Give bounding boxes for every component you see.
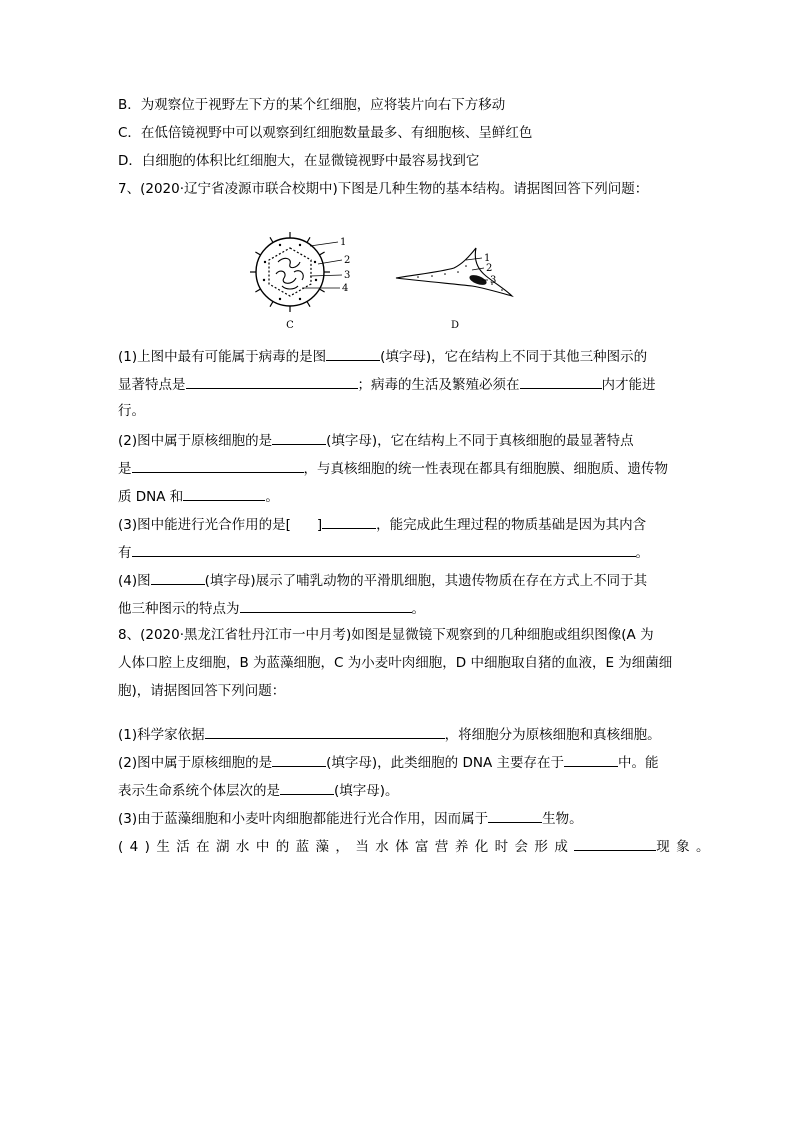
answer-blank[interactable] <box>132 458 304 473</box>
figure-c-label-2: 2 <box>344 255 351 266</box>
q8-stem-line2: 人体口腔上皮细胞，B 为蓝藻细胞，C 为小麦叶肉细胞，D 中细胞取自猪的血液，E 为细菌细 <box>118 655 673 671</box>
q7-figure <box>240 228 540 338</box>
answer-blank[interactable] <box>326 346 380 361</box>
answer-blank[interactable] <box>272 752 326 767</box>
answer-blank[interactable] <box>132 542 636 557</box>
answer-blank[interactable] <box>574 836 656 851</box>
answer-blank[interactable] <box>520 374 602 389</box>
q7-stem: 7、(2020·辽宁省凌源市联合校期中)下图是几种生物的基本结构。请据图回答下列问题： <box>118 181 649 197</box>
q6-option-c: C．在低倍镜视野中可以观察到红细胞数量最多、有细胞核、呈鲜红色 <box>118 125 533 141</box>
figure-c-label-4: 4 <box>342 283 349 294</box>
q8-part4: (4)生活在湖水中的蓝藻，当水体富营养化时会形成 现象。 <box>118 836 716 856</box>
cell-diagram-figure <box>240 228 540 338</box>
answer-blank[interactable] <box>488 808 542 823</box>
q7-part1-line1: (1)上图中最有可能属于病毒的是图 (填字母)，它在结构上不同于其他三种图示的 <box>118 346 647 366</box>
q6-option-b: B．为观察位于视野左下方的某个红细胞，应将装片向右下方移动 <box>118 97 506 113</box>
q7-part3-line2: 有 。 <box>118 542 649 562</box>
answer-blank[interactable] <box>280 780 334 795</box>
q8-part2-line2: 表示生命系统个体层次的是 (填字母)。 <box>118 780 399 800</box>
answer-blank[interactable] <box>322 514 376 529</box>
q8-part2-line1: (2)图中属于原核细胞的是 (填字母)，此类细胞的 DNA 主要存在于 中。能 <box>118 752 658 772</box>
answer-blank[interactable] <box>151 570 205 585</box>
q7-part1-line3: 行。 <box>118 403 145 419</box>
q7-part2-line3: 质 DNA 和 。 <box>118 486 279 506</box>
q7-part2-line1: (2)图中属于原核细胞的是 (填字母)，它在结构上不同于真核细胞的最显著特点 <box>118 430 634 450</box>
figure-d-drawing <box>396 248 512 296</box>
figure-c-drawing <box>250 232 342 312</box>
q8-part3: (3)由于蓝藻细胞和小麦叶肉细胞都能进行光合作用，因而属于 生物。 <box>118 808 583 828</box>
q7-part3-line1: (3)图中能进行光合作用的是[ ] ，能完成此生理过程的物质基础是因为其内含 <box>118 514 646 534</box>
q7-part4-line1: (4)图 (填字母)展示了哺乳动物的平滑肌细胞，其遗传物质在存在方式上不同于其 <box>118 570 647 590</box>
q7-part2-line2: 是 ，与真核细胞的统一性表现在都具有细胞膜、细胞质、遗传物 <box>118 458 668 478</box>
answer-blank[interactable] <box>564 752 618 767</box>
q7-part1-line2: 显著特点是 ；病毒的生活及繁殖必须在 内才能进 <box>118 374 656 394</box>
q8-part1: (1)科学家依据 ，将细胞分为原核细胞和真核细胞。 <box>118 724 661 744</box>
figure-c-label-3: 3 <box>344 270 351 281</box>
q8-stem-line1: 8、(2020·黑龙江省牡丹江市一中月考)如图是显微镜下观察到的几种细胞或组织图像(A 为 <box>118 627 654 643</box>
figure-d-label-2: 2 <box>486 263 493 274</box>
answer-blank[interactable] <box>186 374 358 389</box>
q6-option-d: D．白细胞的体积比红细胞大，在显微镜视野中最容易找到它 <box>118 153 480 169</box>
answer-blank[interactable] <box>183 486 265 501</box>
answer-blank[interactable] <box>205 724 445 739</box>
figure-c-caption: C <box>286 320 294 331</box>
figure-d-label-1: 1 <box>484 253 491 264</box>
figure-d-label-3: 3 <box>490 275 497 286</box>
q7-part4-line2: 他三种图示的特点为 。 <box>118 598 425 618</box>
q8-stem-line3: 胞)，请据图回答下列问题： <box>118 683 286 699</box>
answer-blank[interactable] <box>240 598 412 613</box>
answer-blank[interactable] <box>272 430 326 445</box>
figure-d-caption: D <box>450 320 460 331</box>
figure-c-label-1: 1 <box>340 237 347 248</box>
